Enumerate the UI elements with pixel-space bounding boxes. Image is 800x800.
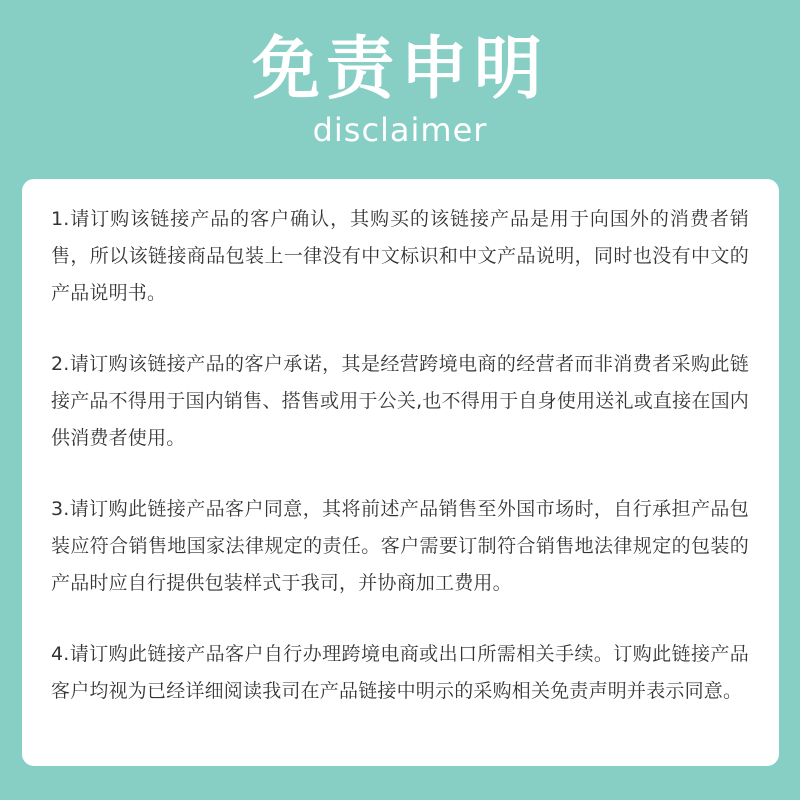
disclaimer-paragraph-2: 2.请订购该链接产品的客户承诺，其是经营跨境电商的经营者而非消费者采购此链接产品不得用于国内销售、搭售或用于公关,也不得用于自身使用送礼或直接在国内供消费者使用。	[51, 353, 749, 449]
page-subtitle: disclaimer	[312, 111, 488, 149]
disclaimer-paragraph-3: 3.请订购此链接产品客户同意，其将前述产品销售至外国市场时，自行承担产品包装应符合销售地国家法律规定的责任。客户需要订制符合销售地法律规定的包装的产品时应自行提供包装样式于我司，并协商加工费用。	[51, 498, 749, 594]
disclaimer-paragraph-4: 4.请订购此链接产品客户自行办理跨境电商或出口所需相关手续。订购此链接产品客户均视为已经详细阅读我司在产品链接中明示的采购相关免责声明并表示同意。	[51, 643, 749, 702]
disclaimer-card	[22, 179, 779, 766]
page-title: 免责申明	[251, 30, 548, 109]
disclaimer-paragraph-1: 1.请订购该链接产品的客户确认，其购买的该链接产品是用于向国外的消费者销售，所以该链接商品包装上一律没有中文标识和中文产品说明，同时也没有中文的产品说明书。	[51, 208, 749, 304]
